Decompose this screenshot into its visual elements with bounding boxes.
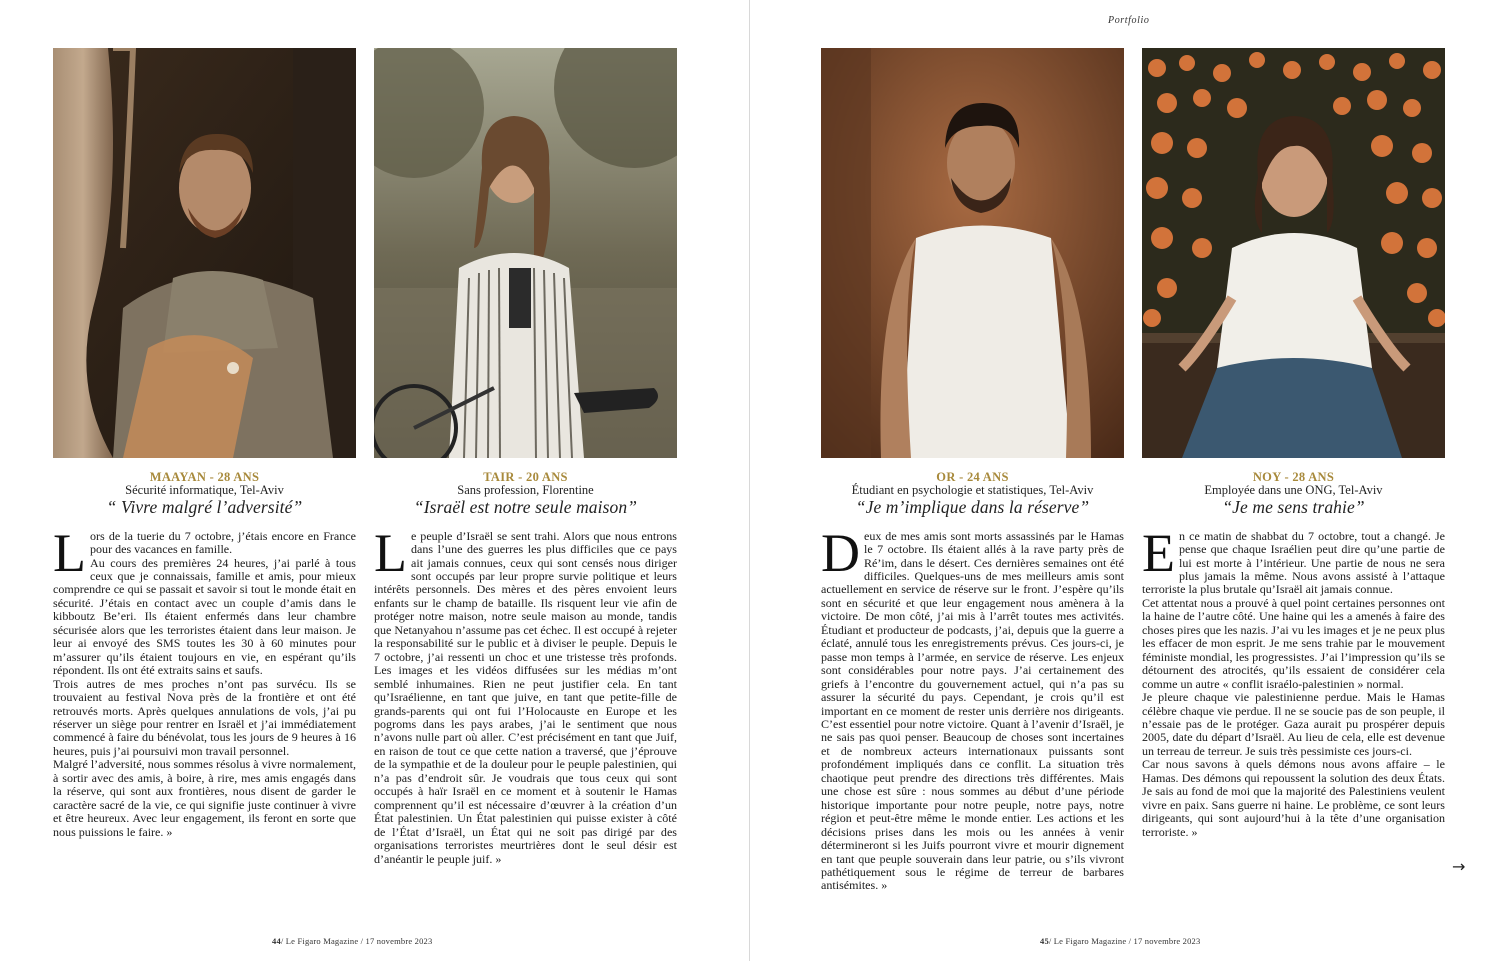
footer-publication: / Le Figaro Magazine / 17 novembre 2023	[1048, 936, 1201, 946]
paragraph: Cet attentat nous a prouvé à quel point certaines personnes ont la haine de l’autre côté. Une haine qui les a amenés à faire des choses pires que les nazis. J’ai vu les images et je ne peux plus les effacer de mon esprit. Je me sens trahie par le mouvement féministe mondial, les progressistes. J’ai l’impression qu’ils se détournent des atrocités, qu’ils essaient de considérer cela comme un autre « conflit israélo-palestinien » normal.	[1142, 595, 1445, 691]
drop-cap: D	[821, 522, 860, 583]
portrait-quote: “Je m’implique dans la réserve”	[855, 497, 1090, 518]
portrait-name: OR - 24 ANS	[936, 470, 1009, 484]
paragraph: ors de la tuerie du 7 octobre, j’étais encore en France pour des vacances en famille.	[90, 528, 356, 557]
page-number: 45	[1040, 936, 1049, 946]
paragraph: e peuple d’Israël se sent trahi. Alors que nous entrons dans l’une des guerres les plus difficiles que ce pays ait jamais connues, ceux qui sont censés nous diriger sont occupés par leur propre survie politique et leurs intérêts personnels. Des mères et des pères envoient leurs enfants sur le champ de bataille. Ils risquent leur vie afin de protéger notre maison, notre seule maison au monde, tandis que Netanyahou n’assume pas cet échec. Il est occupé à rejeter la responsabilité sur le public et à diviser le peuple. Depuis le 7 octobre, j’ai ressenti un choc et une tristesse très profonds. Les images et les vidéos diffusées sur les médias m’ont semblé inhumaines. Rien ne peut justifier cela. En tant qu’Israélienne, en tant que juive, en tant que petite-fille de grands-parents qui ont fui l’Holocauste en Europe et les pogroms dans les pays arabes, j’ai le sentiment que nous n’avons nulle part où aller. C’est précisément en tant que Juif, en raison de tout ce que cette nation a traversé, que j’éprouve de la sympathie et de la douleur pour le peuple palestinien, qui n’a pas d’endroit sûr. Je voudrais que tous ceux qui sont occupés à haïr Israël en ce moment et à soutenir le Hamas comprennent qu’il est nécessaire d’œuvrer à la création d’un État palestinien. Un État palestinien qui puisse exister à côté de l’État d’Israël, un État qui ne soit pas dirigé par des organisations terroristes meurtrières dont le seul désir est d’anéantir le peuple juif. »	[374, 528, 677, 866]
page-gutter	[749, 0, 750, 961]
portrait-caption-or	[821, 471, 1124, 517]
paragraph: eux de mes amis sont morts assassinés par le Hamas le 7 octobre. Ils étaient allés à la rave party près de Ré’im, dans le désert. Ces dernières semaines ont été difficiles. Quelques-uns de mes meilleurs amis sont actuellement en service de réserve sur le front. J’espère qu’ils sont en sécurité et que leur engagement nous amènera à la victoire. De mon côté, j’ai mis à l’arrêt toutes mes activités. Étudiant et producteur de podcasts, j’ai, depuis que la guerre a éclaté, annulé tous les enregistrements prévus. Ces jours-ci, je passe mon temps à l’armée, en service de réserve. Les enjeux sont considérables pour notre pays. J’ai certainement des griefs à l’encontre du gouvernement actuel, qui n’a pas su assurer la sécurité du pays. Cependant, je crois qu’il est important en ce moment de rester unis derrière nos dirigeants. C’est essentiel pour notre victoire. Quant à l’avenir d’Israël, je ne sais pas quoi penser. Beaucoup de choses sont incertaines et de nombreux acteurs internationaux puissants sont profondément impliqués dans ce conflit. La situation très chaotique peut prendre des directions très différentes. Mais une chose est sûre : nous sommes au début d’une période historique importante pour notre peuple, notre pays, notre région et peut-être même le monde entier. Les actions et les décisions prises dans les mois ou les années à venir détermineront si les Juifs pourront vivre et mourir dignement en tant que peuple souverain dans leur patrie, ou s’ils vivront pathétiquement sous le régime de terreur de barbares antisémites. »	[821, 528, 1124, 893]
portrait-role: Étudiant en psychologie et statistiques, Tel-Aviv	[851, 483, 1094, 498]
article-text-or	[821, 522, 1124, 893]
portrait-role: Employée dans une ONG, Tel-Aviv	[1204, 483, 1383, 498]
portrait-caption-maayan	[53, 471, 356, 517]
paragraph: n ce matin de shabbat du 7 octobre, tout a changé. Je pense que chaque Israélien peut dire qu’une partie de lui est morte à l’intérieur. Une partie de nous ne sera plus jamais la même. Nous avons assisté à l’attaque terroriste la plus brutale qu’Israël ait jamais connue.	[1142, 528, 1445, 597]
page-footer-right	[1040, 936, 1200, 946]
portrait-photo-or	[821, 48, 1124, 458]
portrait-column-noy	[1142, 48, 1445, 839]
portrait-name: NOY - 28 ANS	[1252, 470, 1335, 484]
page-footer-left	[272, 936, 432, 946]
portrait-caption-noy	[1142, 471, 1445, 517]
drop-cap: E	[1142, 522, 1175, 583]
portrait-column-tair	[374, 48, 677, 866]
drop-cap: L	[53, 522, 86, 583]
article-text-noy	[1142, 522, 1445, 839]
portrait-role: Sans profession, Florentine	[457, 483, 594, 498]
portrait-caption-tair	[374, 471, 677, 517]
portrait-quote: “Israël est notre seule maison”	[413, 497, 638, 518]
continue-arrow-icon: →	[1452, 857, 1466, 876]
portrait-quote: “Je me sens trahie”	[1222, 497, 1365, 518]
portrait-photo-tair	[374, 48, 677, 458]
portrait-column-or	[821, 48, 1124, 893]
portrait-quote: “ Vivre malgré l’adversité”	[106, 497, 303, 518]
portrait-name: MAAYAN - 28 ANS	[149, 470, 260, 484]
section-label: Portfolio	[1108, 15, 1150, 26]
paragraph: Malgré l’adversité, nous sommes résolus à vivre normalement, à sortir avec des amis, à boire, à rire, mes amis engagés dans la réserve, qui sont aux frontières, nous disent de garder le caractère sacré de la vie, ce qui signifie juste continuer à vivre et être heureux. Avec leur engagement, ils feront en sorte que nous puissions le faire. »	[53, 757, 356, 839]
portrait-role: Sécurité informatique, Tel-Aviv	[125, 483, 284, 498]
paragraph: Trois autres de mes proches n’ont pas survécu. Ils se trouvaient au festival Nova près de la frontière et ont été retrouvés morts. Après quelques annulations de vols, j’ai pu réserver un siège pour rentrer en Israël et j’ai immédiatement commencé à faire du bénévolat, tous les jours de 9 heures à 16 heures, puis j’ai poursuivi mon travail personnel.	[53, 676, 356, 758]
paragraph: Je pleure chaque vie palestinienne perdue. Mais le Hamas célèbre chaque vie perdue. Il ne se soucie pas de son peuple, il n’essaie pas de le protéger. Gaza aurait pu prospérer depuis 2005, date du départ d’Israël. Au lieu de cela, elle est devenue un terreau de terreur. Je suis très pessimiste ces jours-ci.	[1142, 690, 1445, 758]
portrait-name: TAIR - 20 ANS	[483, 470, 568, 484]
portrait-photo-maayan	[53, 48, 356, 458]
portrait-column-maayan	[53, 48, 356, 839]
portrait-photo-noy	[1142, 48, 1445, 458]
article-text-tair	[374, 522, 677, 866]
page-number: 44	[272, 936, 281, 946]
paragraph: Car nous savons à quels démons nous avons affaire – le Hamas. Des démons qui repoussent la solution des deux États. Je sais au fond de moi que la majorité des Palestiniens veulent vivre en paix. Sans guerre ni haine. Le problème, ce sont leurs dirigeants, qui sont aujourd’hui à la tête d’une organisation terroriste. »	[1142, 757, 1445, 839]
footer-publication: / Le Figaro Magazine / 17 novembre 2023	[280, 936, 433, 946]
article-text-maayan	[53, 522, 356, 839]
drop-cap: L	[374, 522, 407, 583]
paragraph: Au cours des premières 24 heures, j’ai parlé à tous ceux que je connaissais, famille et amis, pour mieux comprendre ce qui se passait et savoir si tout le monde était en sécurité. J’étais en contact avec un couple d’amis dans le kibboutz Be’eri. Ils étaient enfermés dans leur chambre sécurisée alors que les terroristes étaient dans leur maison. Je leur ai envoyé des SMS toutes les 30 à 60 minutes pour m’assurer qu’ils étaient toujours en vie, en espérant qu’ils répondent. Ils ont été extraits sains et saufs.	[53, 555, 356, 678]
